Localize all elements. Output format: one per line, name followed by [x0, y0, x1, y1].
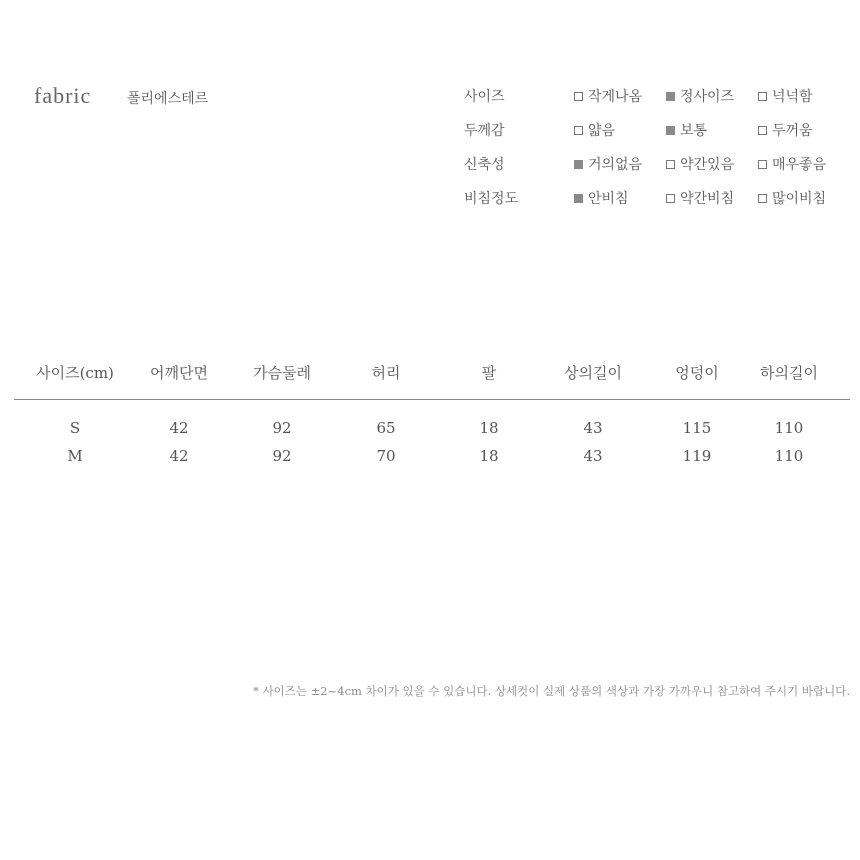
checkbox-icon — [758, 160, 767, 169]
table-row — [14, 417, 850, 445]
checkbox-icon — [666, 92, 675, 101]
attr-option-label: 약간비침 — [680, 191, 735, 207]
attr-option-label: 안비침 — [588, 191, 629, 207]
attr-name: 신축성 — [464, 157, 505, 173]
checkbox-icon — [574, 160, 583, 169]
attr-option-label: 매우좋음 — [772, 157, 827, 173]
attr-row-size — [464, 86, 844, 120]
attr-option — [758, 188, 826, 208]
attr-option-label: 작게나옴 — [588, 89, 643, 105]
table-cell: 92 — [272, 419, 292, 437]
table-cell: 43 — [583, 447, 603, 465]
table-cell: 42 — [169, 447, 189, 465]
fabric-label: fabric — [34, 83, 92, 108]
checkbox-icon — [666, 126, 675, 135]
attr-option — [574, 188, 629, 208]
table-row — [14, 445, 850, 473]
attr-option-label: 약간있음 — [680, 157, 735, 173]
attr-option — [574, 86, 642, 106]
attr-option — [574, 120, 615, 140]
attribute-grid — [464, 86, 844, 222]
checkbox-icon — [574, 92, 583, 101]
table-header-cell: 상의길이 — [564, 364, 622, 382]
table-cell: 18 — [479, 447, 499, 465]
checkbox-icon — [758, 194, 767, 203]
table-header-cell: 팔 — [481, 364, 497, 382]
attr-option — [666, 120, 707, 140]
attr-option — [666, 188, 734, 208]
table-header-cell: 하의길이 — [760, 364, 818, 382]
attr-option — [758, 154, 826, 174]
attr-name: 비침정도 — [464, 191, 519, 207]
attr-option-label: 얇음 — [588, 123, 616, 139]
attr-option — [666, 86, 734, 106]
checkbox-icon — [574, 194, 583, 203]
checkbox-icon — [758, 126, 767, 135]
table-header-cell: 어깨단면 — [150, 364, 208, 382]
attr-option — [574, 154, 642, 174]
attr-option-label: 정사이즈 — [680, 89, 735, 105]
table-cell: 119 — [682, 447, 712, 465]
table-cell: 92 — [272, 447, 292, 465]
attr-option — [758, 86, 813, 106]
table-header-cell: 가슴둘레 — [253, 364, 311, 382]
table-header-cell: 사이즈(cm) — [36, 364, 114, 382]
table-cell: S — [69, 419, 81, 437]
table-cell: M — [67, 447, 83, 465]
attr-option — [666, 154, 734, 174]
table-header-cell: 엉덩이 — [675, 364, 719, 382]
attr-row-stretch — [464, 154, 844, 188]
attr-row-sheerness — [464, 188, 844, 222]
attr-option-label: 두꺼움 — [772, 123, 813, 139]
attr-option-label: 많이비침 — [772, 191, 827, 207]
table-cell: 70 — [376, 447, 396, 465]
size-table — [14, 360, 850, 473]
checkbox-icon — [758, 92, 767, 101]
table-cell: 43 — [583, 419, 603, 437]
checkbox-icon — [666, 160, 675, 169]
attr-name: 두께감 — [464, 123, 505, 139]
attr-row-thickness — [464, 120, 844, 154]
fabric-value: 폴리에스테르 — [127, 91, 209, 107]
table-header-cell: 허리 — [371, 364, 401, 382]
table-cell: 65 — [376, 419, 396, 437]
checkbox-icon — [666, 194, 675, 203]
size-note: * 사이즈는 ±2~4cm 차이가 있을 수 있습니다. 상세컷이 실제 상품의 색상과 가장 가까우니 참고하여 주시기 바랍니다. — [253, 684, 850, 698]
table-cell: 42 — [169, 419, 189, 437]
table-cell: 18 — [479, 419, 499, 437]
table-cell: 110 — [774, 419, 804, 437]
attr-option-label: 넉넉함 — [772, 89, 813, 105]
attr-option-label: 보통 — [680, 123, 708, 139]
attr-option-label: 거의없음 — [588, 157, 643, 173]
table-header-row — [14, 360, 850, 400]
attr-name: 사이즈 — [464, 89, 505, 105]
table-cell: 110 — [774, 447, 804, 465]
checkbox-icon — [574, 126, 583, 135]
table-cell: 115 — [682, 419, 712, 437]
attr-option — [758, 120, 813, 140]
